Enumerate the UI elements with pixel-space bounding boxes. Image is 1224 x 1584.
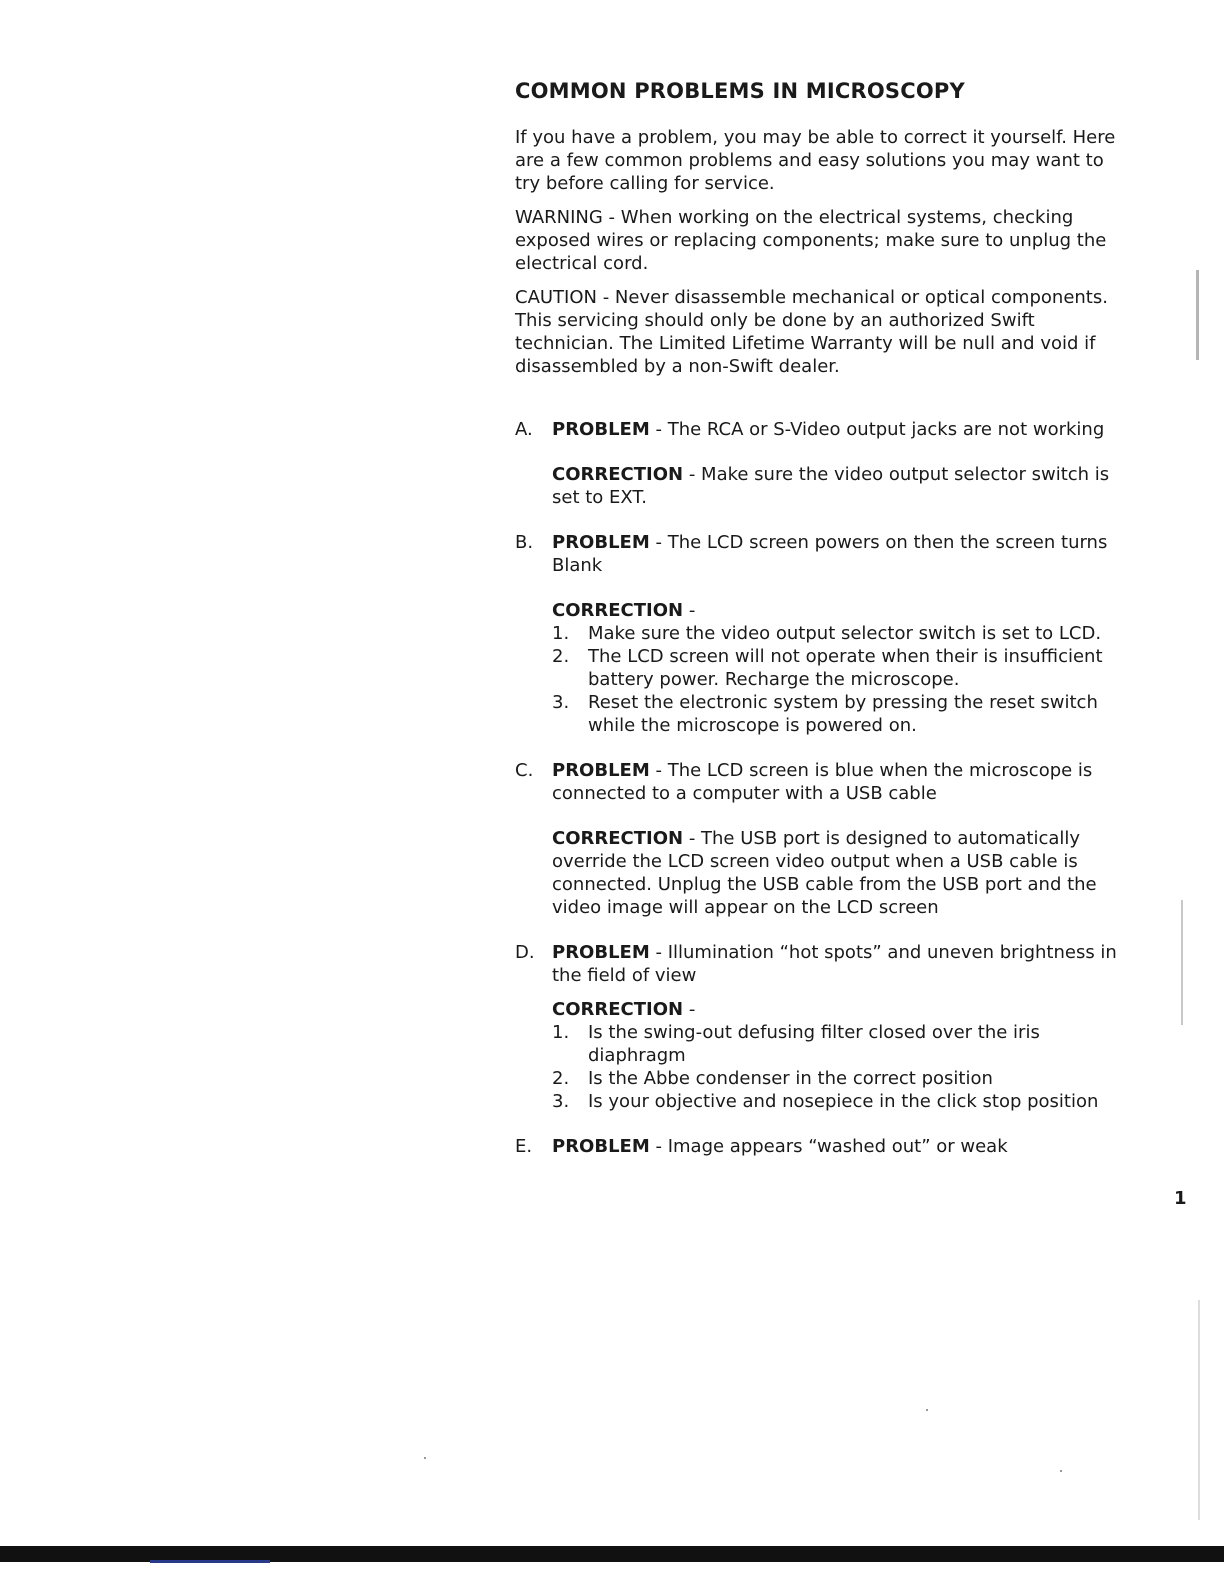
problem-label: PROBLEM [552,942,650,963]
problem-text [552,759,1130,805]
correction-steps [552,1021,1130,1113]
problem-item-a [515,418,1130,509]
correction-description: - [683,600,696,621]
problem-label: PROBLEM [552,760,650,781]
scan-speck [926,1409,928,1411]
problem-description: - The LCD screen is blue when the microscope is connected to a computer with a USB cable [552,760,1093,804]
scan-bottom-accent [150,1560,270,1563]
problem-label: PROBLEM [552,1136,650,1157]
caution-paragraph: CAUTION - Never disassemble mechanical or optical components. This servicing should only be done by an authorized Swift technician. The Limited Lifetime Warranty will be null and void if disassembled by a non-Swift dealer. [515,287,1108,377]
page-title: COMMON PROBLEMS IN MICROSCOPY [515,79,965,103]
step-number: 1. [552,623,570,644]
correction-text [552,827,1130,919]
correction-step [552,1090,1130,1113]
problem-description: - Illumination “hot spots” and uneven brightness in the field of view [552,942,1117,986]
correction-description: - The USB port is designed to automatically override the LCD screen video output when a USB cable is connected. Unplug the USB cable from the USB port and the video image will appear on the LCD screen [552,828,1097,918]
page-content [515,76,1130,1158]
correction-label: CORRECTION [552,828,684,849]
problem-text [552,941,1130,987]
problem-label: PROBLEM [552,419,650,440]
scan-artifact [1196,270,1199,360]
correction-step [552,622,1130,645]
problem-text [552,418,1130,441]
warning-paragraph: WARNING - When working on the electrical systems, checking exposed wires or replacing components; make sure to unplug the electrical cord. [515,207,1107,274]
item-letter: D. [515,942,535,963]
step-number: 3. [552,692,570,713]
item-letter: B. [515,532,534,553]
problem-text [552,531,1130,577]
scan-artifact [1198,1300,1200,1520]
step-text: Reset the electronic system by pressing the reset switch while the microscope is powered on. [588,692,1098,736]
problem-label: PROBLEM [552,532,650,553]
correction-description: - [683,999,696,1020]
correction-label: CORRECTION [552,464,684,485]
problem-item-c [515,759,1130,919]
item-letter: A. [515,419,533,440]
step-text: Is the swing-out defusing filter closed over the iris diaphragm [588,1022,1040,1066]
correction-label: CORRECTION [552,999,684,1020]
step-text: Make sure the video output selector switch is set to LCD. [588,623,1102,644]
correction-step [552,691,1130,737]
step-number: 2. [552,1068,570,1089]
problem-list [515,418,1130,1158]
correction-steps [552,622,1130,737]
scan-artifact [1181,900,1183,1025]
item-letter: C. [515,760,534,781]
step-text: Is your objective and nosepiece in the click stop position [588,1091,1099,1112]
step-text: The LCD screen will not operate when their is insufficient battery power. Recharge the microscope. [588,646,1103,690]
correction-text [552,998,1130,1021]
problem-item-e [515,1135,1130,1158]
problem-description: - The RCA or S-Video output jacks are not working [649,419,1105,440]
scan-speck [424,1457,426,1459]
step-number: 1. [552,1022,570,1043]
correction-text [552,463,1130,509]
correction-step [552,1021,1130,1067]
intro-paragraph: If you have a problem, you may be able to correct it yourself. Here are a few common problems and easy solutions you may want to try before calling for service. [515,127,1116,194]
problem-item-b [515,531,1130,737]
page-number: 1 [1174,1188,1187,1209]
correction-step [552,1067,1130,1090]
problem-text [552,1135,1130,1158]
problem-description: - The LCD screen powers on then the screen turns Blank [552,532,1108,576]
problem-item-d [515,941,1130,1113]
step-number: 3. [552,1091,570,1112]
correction-label: CORRECTION [552,600,684,621]
scan-speck [1060,1470,1062,1472]
correction-description: - Make sure the video output selector switch is set to EXT. [552,464,1110,508]
problem-description: - Image appears “washed out” or weak [649,1136,1008,1157]
correction-step [552,645,1130,691]
step-number: 2. [552,646,570,667]
step-text: Is the Abbe condenser in the correct position [588,1068,993,1089]
item-letter: E. [515,1136,533,1157]
correction-text [552,599,1130,622]
